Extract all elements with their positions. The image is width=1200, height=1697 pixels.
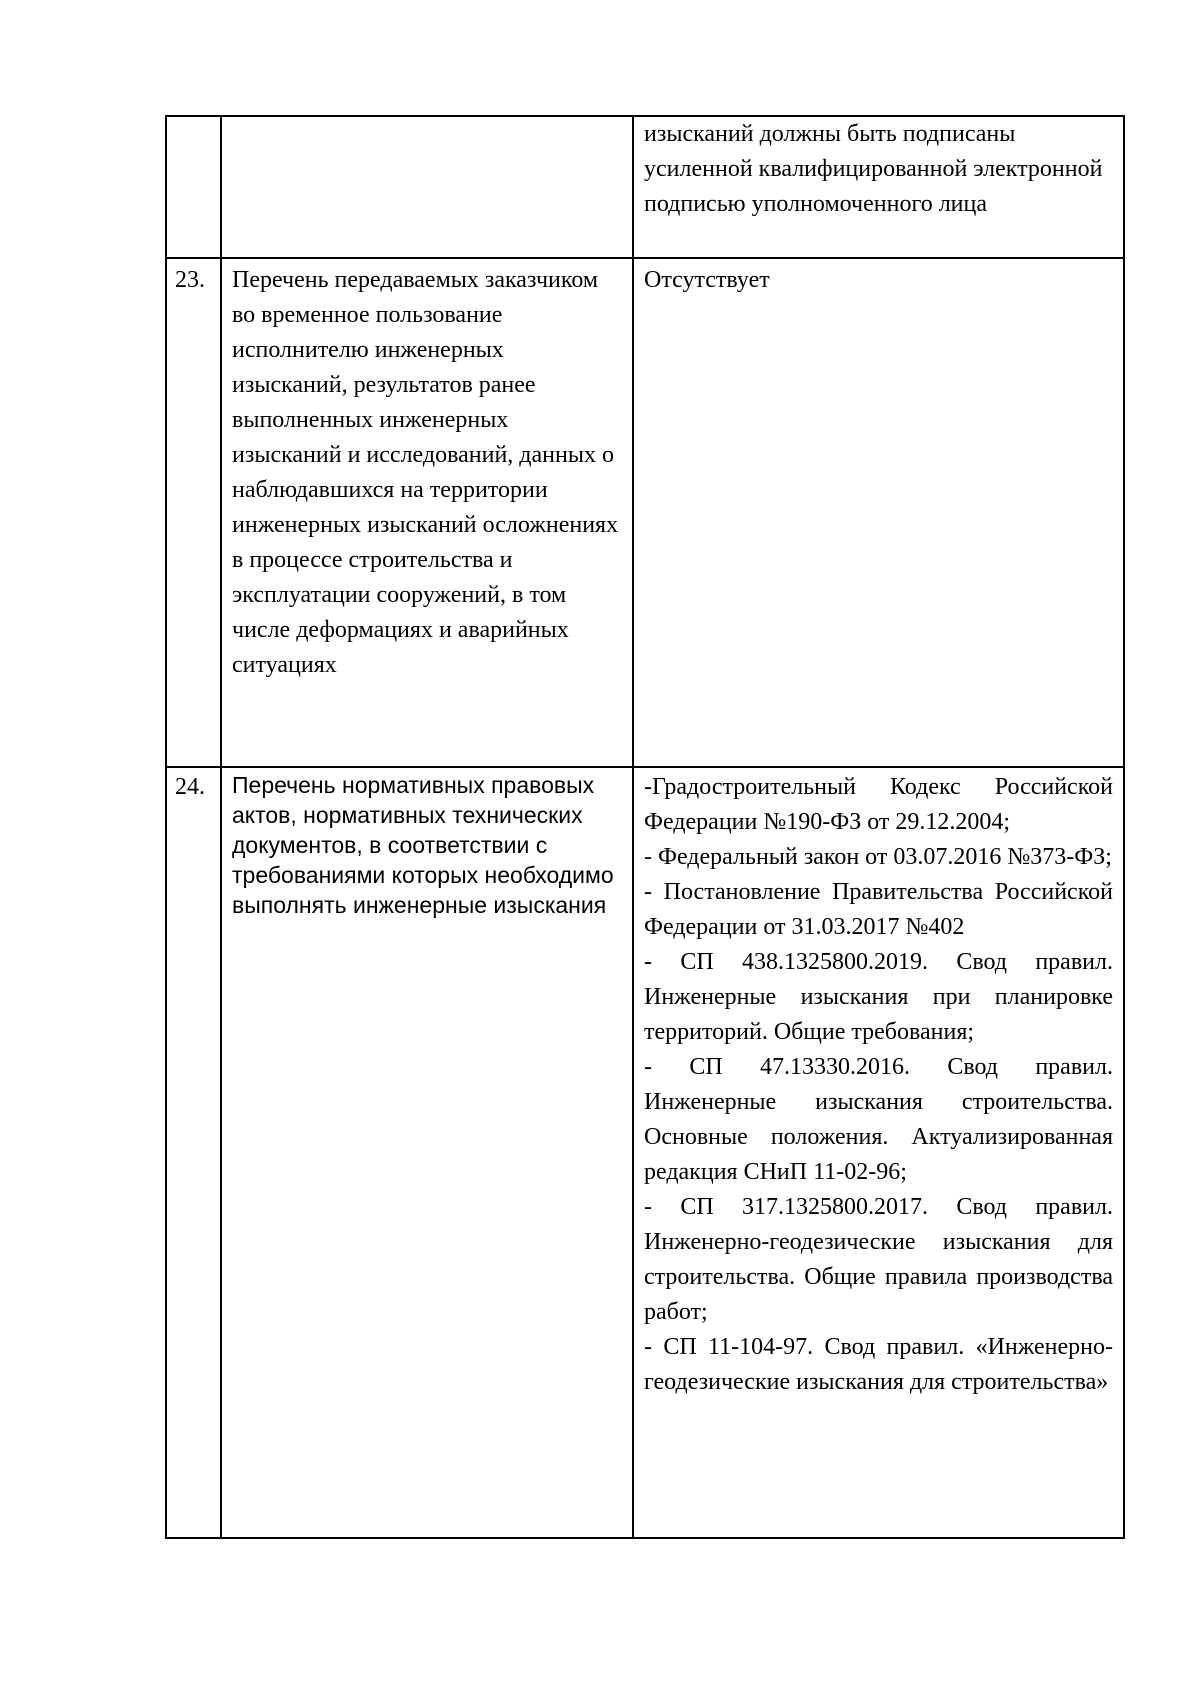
row-value: Отсутствует xyxy=(644,267,770,293)
row-name-cell xyxy=(221,258,633,767)
list-item: - Федеральный закон от 03.07.2016 №373-ФЗ; xyxy=(644,844,1112,870)
list-item: - СП 47.13330.2016. Свод правил. Инженерные изыскания строительства. Основные положения. Актуализированная редакция СНиП 11-02-96; xyxy=(644,1054,1113,1185)
table-row-23 xyxy=(166,258,1124,767)
row-number-cell xyxy=(166,116,221,258)
row-name: Перечень нормативных правовых актов, нормативных технических документов, в соответствии с требованиями которых необходимо выполнять инженерные изыскания xyxy=(232,772,614,918)
normative-docs-list xyxy=(644,768,1113,1400)
row-number-cell xyxy=(166,258,221,767)
table-row-continuation xyxy=(166,116,1124,258)
row-name-cell xyxy=(221,767,633,1538)
list-item: - Постановление Правительства Российской Федерации от 31.03.2017 №402 xyxy=(644,879,1113,940)
list-item: - СП 438.1325800.2019. Свод правил. Инженерные изыскания при планировке территорий. Общие требования; xyxy=(644,949,1113,1045)
row-number-cell xyxy=(166,767,221,1538)
row-value-cell xyxy=(633,258,1124,767)
table-row-24 xyxy=(166,767,1124,1538)
row-name-cell xyxy=(221,116,633,258)
row-number: 24. xyxy=(175,774,205,800)
list-item: -Градостроительный Кодекс Российской Федерации №190-ФЗ от 29.12.2004; xyxy=(644,774,1113,835)
list-item: - СП 11-104-97. Свод правил. «Инженерно-геодезические изыскания для строительства» xyxy=(644,1334,1113,1395)
row-number: 23. xyxy=(175,267,205,293)
row-value-cell xyxy=(633,767,1124,1538)
list-item: - СП 317.1325800.2017. Свод правил. Инженерно-геодезические изыскания для строительства. Общие правила производства работ; xyxy=(644,1194,1113,1325)
row-value: изысканий должны быть подписаны усиленной квалифицированной электронной подписью уполномоченного лица xyxy=(644,121,1103,217)
row-value-cell xyxy=(633,116,1124,258)
row-name: Перечень передаваемых заказчиком во временное пользование исполнителю инженерных изысканий, результатов ранее выполненных инженерных изысканий и исследований, данных о наблюдавшихся на территории инженерных изысканий осложнениях в процессе строительства и эксплуатации сооружений, в том числе деформациях и аварийных ситуациях xyxy=(232,267,619,678)
requirements-table xyxy=(165,115,1125,1539)
